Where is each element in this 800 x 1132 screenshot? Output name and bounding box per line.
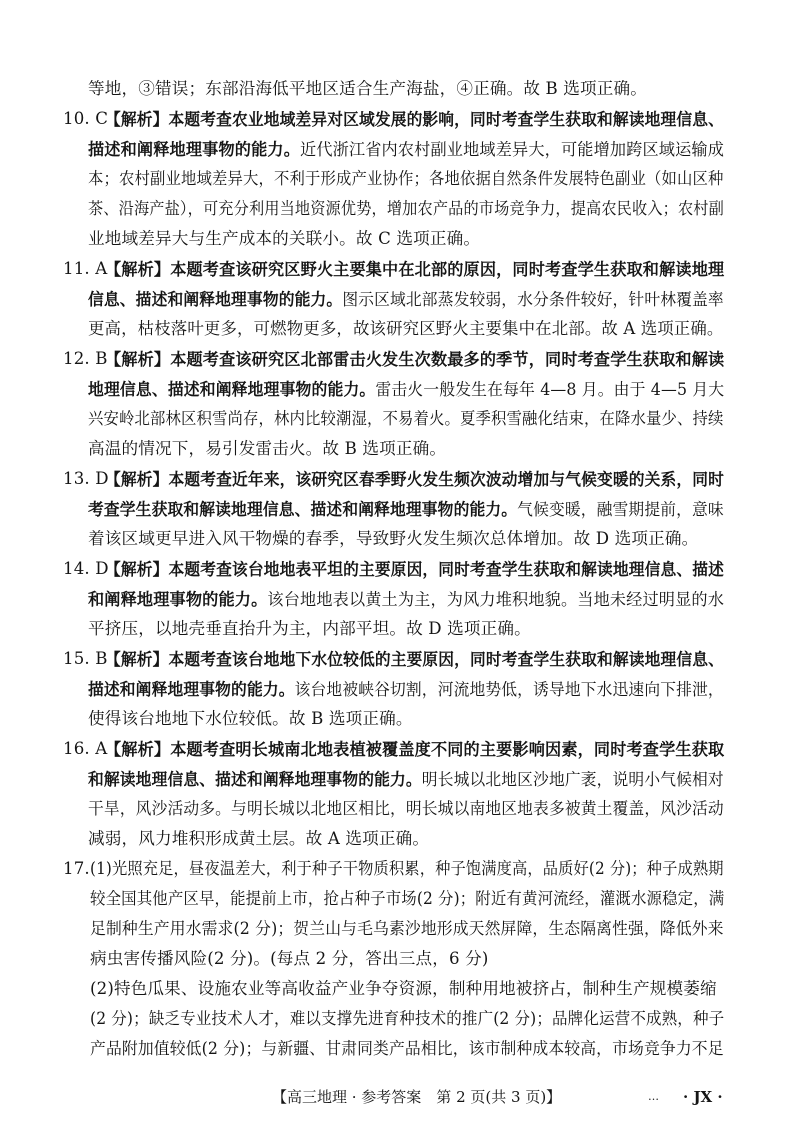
line-content [88,289,724,310]
line-content [105,739,724,760]
text-line [0,349,800,369]
line-content [88,619,531,639]
text-line [0,619,800,639]
plain-text: 着该区域更早进入风干物燥的春季，导致野火发生频次总体增加。故 D 选项正确。 [88,529,699,548]
plain-text: 业地域差异大与生产成本的关联小。故 C 选项正确。 [88,229,481,248]
plain-text: 使得该台地地下水位较低。故 B 选项正确。 [88,709,413,728]
line-content [90,1009,724,1029]
question-number: 16. A [63,739,108,758]
line-content [90,919,724,939]
bold-text: 地理信息、描述和阐释地理事物的能力。 [88,379,376,399]
plain-text: 较全国其他产区早，能提前上市，抢占种子市场(2 分)；附近有黄河流经，灌溉水源稳定，满 [90,889,725,908]
plain-text: 等地，③错误；东部沿海低平地区适合生产海盐，④正确。故 B 选项正确。 [88,79,647,98]
text-line [0,859,800,879]
text-line [0,199,800,219]
text-line [0,889,800,909]
analysis-tag: 【解析】 [105,109,169,129]
line-content [88,139,724,160]
text-line [0,589,800,609]
bold-text: 和解读地理信息、描述和阐释地理事物的能力。 [88,769,422,789]
plain-text: 近代浙江省内农村副业地域差异大，可能增加跨区域运输成 [300,140,725,159]
line-content [88,439,446,459]
plain-text: 雷击火一般发生在每年 4—8 月。由于 4—5 月大 [375,380,725,399]
analysis-tag: 【解析】 [105,469,169,489]
text-line [0,229,800,249]
question-number: 10. C [63,109,109,128]
text-line [0,469,800,489]
text-line [0,139,800,159]
line-content [88,529,698,549]
plain-text: 明长城以北地区沙地广袤，说明小气候相对 [421,770,724,789]
line-content [88,709,413,729]
line-content [88,769,724,790]
bold-text: 描述和阐释地理事物的能力。 [88,679,295,699]
text-line [0,649,800,669]
plain-text: 该台地被峡谷切割，河流地势低，诱导地下水迅速向下排泄， [294,680,724,699]
line-content [90,859,724,879]
text-line [0,709,800,729]
text-line [0,799,800,819]
plain-text: 该台地地表以黄土为主，为风力堆积地貌。当地未经过明显的水 [267,590,725,609]
analysis-tag: 【解析】 [105,559,169,579]
bold-text: 本题考查该台地地表平坦的主要原因，同时考查学生获取和解读地理信息、描述 [168,559,724,579]
question-number: 14. D [63,559,109,578]
bold-text: 本题考查农业地域差异对区域发展的影响，同时考查学生获取和解读地理信息、 [168,109,724,129]
line-content [105,349,724,370]
text-line [0,529,800,549]
line-content [90,889,724,909]
bold-text: 本题考查明长城南北地表植被覆盖度不同的主要影响因素，同时考查学生获取 [170,739,725,759]
plain-text: 图示区域北部蒸发较弱，水分条件较好，针叶林覆盖率 [342,290,724,309]
text-line [0,739,800,759]
footer-code: · JX · [683,1088,723,1106]
line-content [88,229,480,249]
text-line [0,109,800,129]
plain-text: (2 分)；缺乏专业技术人才，难以支撑先进育种技术的推广(2 分)；品牌化运营不成熟，种子 [90,1009,725,1028]
line-content [105,649,724,670]
analysis-tag: 【解析】 [105,649,169,669]
text-line [0,319,800,339]
line-content [90,949,488,969]
plain-text: 兴安岭北部林区积雪尚存，林内比较潮湿，不易着火。夏季积雪融化结束，在降水量少、持续 [88,409,724,428]
question-number: 12. B [63,349,108,368]
text-line [0,559,800,579]
bold-text: 考查学生获取和解读地理信息、描述和阐释地理事物的能力。 [88,499,518,519]
text-line [0,439,800,459]
text-line [0,169,800,189]
line-content [105,109,724,130]
analysis-tag: 【解析】 [105,739,171,759]
plain-text: (1)光照充足，昼夜温差大，利于种子干物质积累，种子饱满度高，品质好(2 分)；种子成熟期 [90,859,724,878]
text-line [0,829,800,849]
text-line [0,679,800,699]
line-content [88,829,429,849]
plain-text: 高温的情况下，易引发雷击火。故 B 选项正确。 [88,439,447,458]
bold-text: 本题考查该台地地下水位较低的主要原因，同时考查学生获取和解读地理信息、 [168,649,724,669]
line-content [88,589,724,610]
line-content [88,379,724,400]
line-content [88,79,647,99]
text-line [0,259,800,279]
line-content [88,199,724,219]
text-line [0,919,800,939]
bold-text: 信息、描述和阐释地理事物的能力。 [88,289,343,309]
bold-text: 本题考查近年来，该研究区春季野火发生频次波动增加与气候变暖的关系，同时 [168,469,724,489]
footer-dots: … [648,1090,659,1103]
plain-text: 平挤压，以地壳垂直抬升为主，内部平坦。故 D 选项正确。 [88,619,531,638]
plain-text: 茶、沿海产盐），可充分利用当地资源优势，增加农产品的市场竞争力，提高农民收入；农村副 [88,199,724,218]
line-content [88,679,724,700]
plain-text: (2)特色瓜果、设施农业等高收益产业争夺资源，制种用地被挤占，制种生产规模萎缩 [90,979,717,998]
text-line [0,79,800,99]
question-number: 13. D [63,469,109,488]
text-line [0,769,800,789]
question-number: 11. A [63,259,108,278]
text-line [0,289,800,309]
line-content [88,319,723,339]
plain-text: 足制种生产用水需求(2 分)；贺兰山与毛乌素沙地形成天然屏障，生态隔离性强，降低外来 [90,919,724,938]
question-number: 15. B [63,649,108,668]
plain-text: 本；农村副业地域差异大，不利于形成产业协作；各地依据自然条件发展特色副业（如山区种 [88,169,724,188]
text-line [0,379,800,399]
page-footer [0,1086,800,1108]
text-line [0,979,800,999]
plain-text: 病虫害传播风险(2 分)。(每点 2 分，答出三点，6 分) [90,949,489,968]
footer-title: 【高三地理 · 参考答案 第 2 页(共 3 页)】 [272,1088,562,1106]
question-number: 17. [63,859,90,878]
text-line [0,409,800,429]
line-content [88,499,724,520]
bold-text: 和阐释地理事物的能力。 [88,589,268,609]
line-content [88,409,724,429]
analysis-tag: 【解析】 [105,259,171,279]
line-content [88,169,724,189]
text-line [0,499,800,519]
plain-text: 气候变暖，融雪期提前，意味 [517,500,724,519]
line-content [105,559,724,580]
plain-text: 更高，枯枝落叶更多，可燃物更多，故该研究区野火主要集中在北部。故 A 选项正确。 [88,319,724,338]
line-content [105,259,724,280]
analysis-tag: 【解析】 [105,349,171,369]
line-content [105,469,724,490]
text-line [0,949,800,969]
line-content [90,979,717,999]
bold-text: 本题考查该研究区北部雷击火发生次数最多的季节，同时考查学生获取和解读 [170,349,725,369]
plain-text: 产品附加值较低(2 分)；与新疆、甘肃同类产品相比，该市制种成本较高，市场竞争力不足 [90,1039,724,1058]
plain-text: 减弱，风力堆积形成黄土层。故 A 选项正确。 [88,829,430,848]
bold-text: 本题考查该研究区野火主要集中在北部的原因，同时考查学生获取和解读地理 [170,259,725,279]
line-content [88,799,724,819]
bold-text: 描述和阐释地理事物的能力。 [88,139,301,159]
plain-text: 干旱，风沙活动多。与明长城以北地区相比，明长城以南地区地表多被黄土覆盖，风沙活动 [88,799,724,818]
text-line [0,1039,800,1059]
text-line [0,1009,800,1029]
line-content [90,1039,724,1059]
